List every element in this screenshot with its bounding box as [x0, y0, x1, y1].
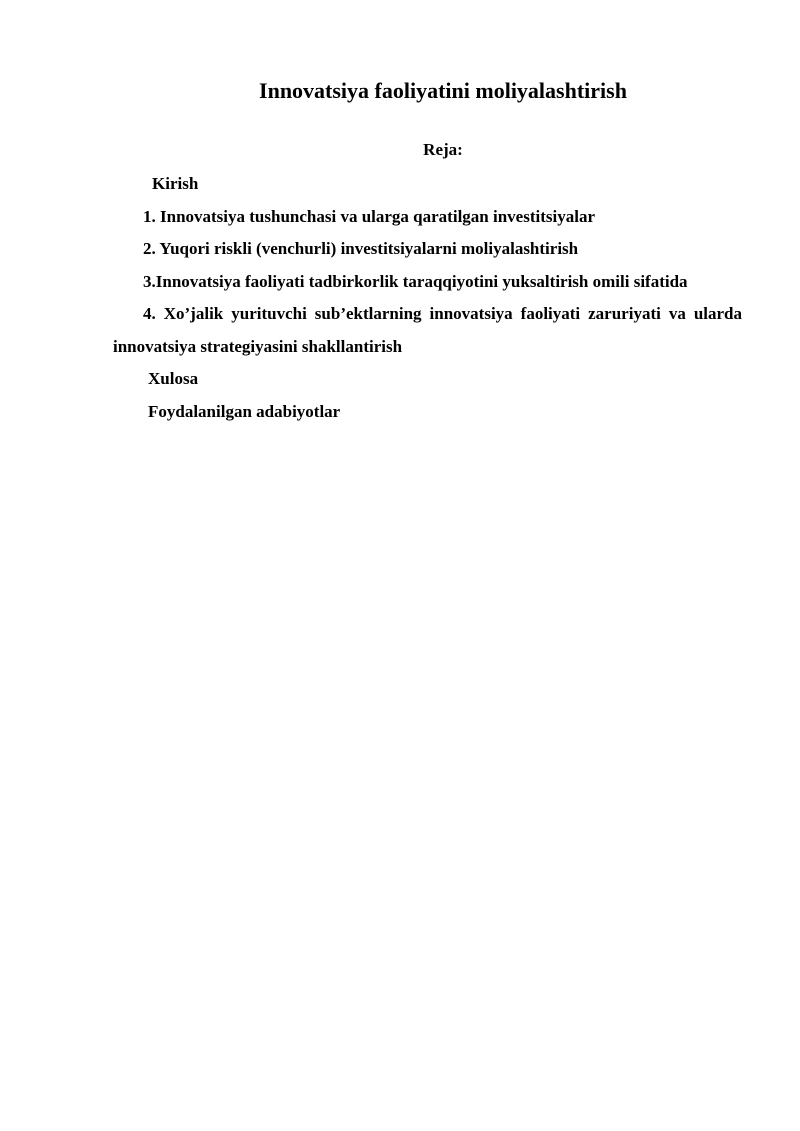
plan-item-2: 2. Yuqori riskli (venchurli) investitsiyalarni moliyalashtirish: [143, 239, 579, 258]
plan-list: [113, 168, 742, 428]
plan-item-3: 3.Innovatsiya faoliyati tadbirkorlik taraqqiyotini yuksaltirish omili sifatida: [143, 271, 688, 291]
plan-item-introduction: Kirish: [152, 174, 199, 193]
document-title: Innovatsiya faoliyatini moliyalashtirish: [259, 78, 627, 103]
plan-heading: Reja:: [423, 140, 463, 159]
plan-item-conclusion: Xulosa: [148, 369, 199, 388]
plan-item-1: 1. Innovatsiya tushunchasi va ularga qaratilgan investitsiyalar: [143, 206, 595, 226]
plan-item-4: 4. Xo’jalik yurituvchi sub’ektlarning innovatsiya faoliyati zaruriyati va ularda innovatsiya strategiyasini shakllantirish: [113, 304, 742, 356]
plan-item-references: Foydalanilgan adabiyotlar: [148, 401, 341, 421]
